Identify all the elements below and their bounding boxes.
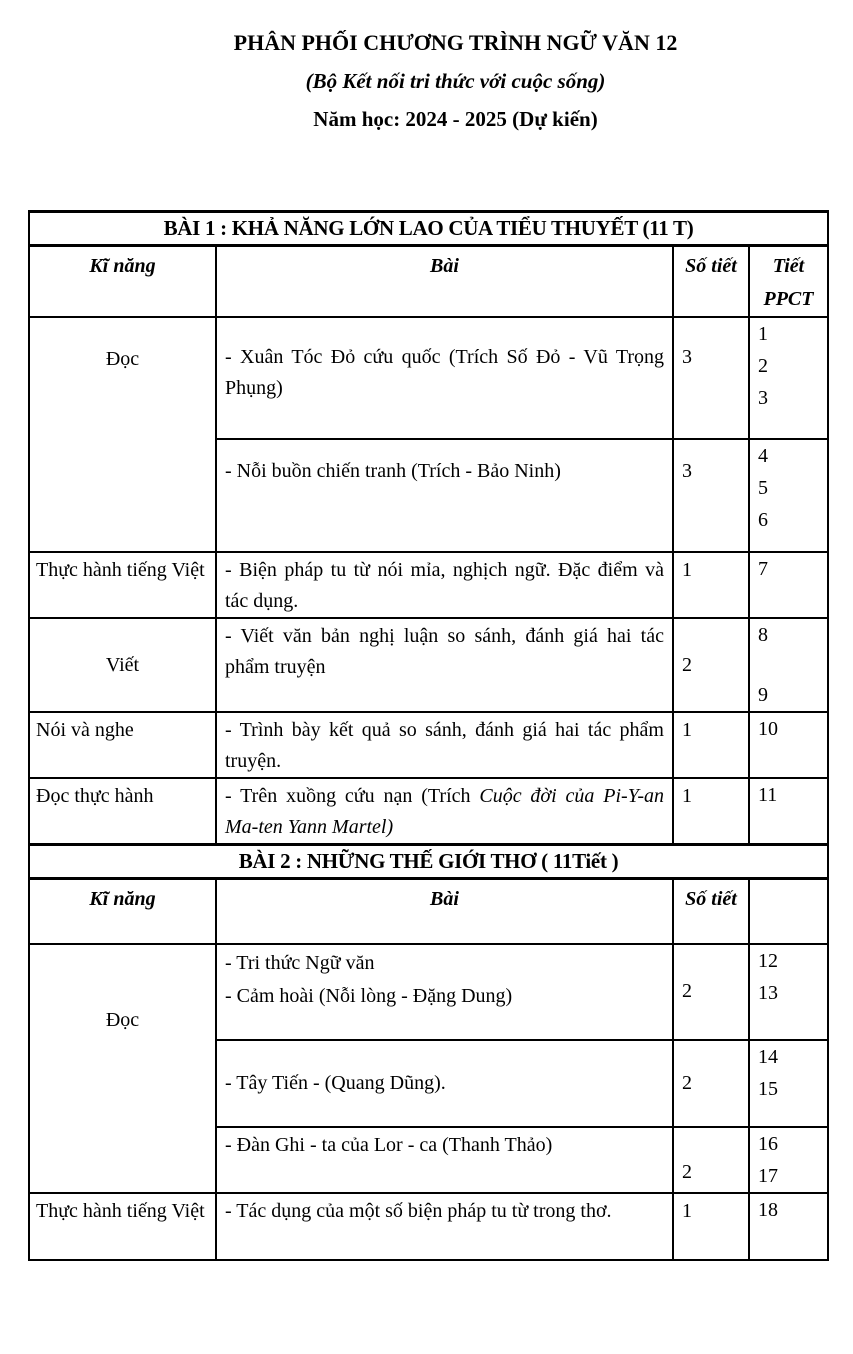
ppct-cell <box>749 1127 828 1193</box>
periods-cell: 2 <box>673 944 749 1040</box>
table-row-xuan-toc-do <box>29 317 828 439</box>
skill-cell: Nói và nghe <box>29 712 216 778</box>
ppct-number: 16 <box>758 1132 778 1155</box>
col-header-skill: Kĩ năng <box>29 246 216 318</box>
curriculum-table <box>28 210 829 1261</box>
section-1-row <box>29 212 828 246</box>
lesson-cell: - Biện pháp tu từ nói mỉa, nghịch ngữ. Đặc điểm và tác dụng. <box>216 552 673 618</box>
table-row-cam-hoai <box>29 944 828 1040</box>
ppct-number: 5 <box>758 477 768 499</box>
table-row-trinh-bay <box>29 712 828 778</box>
skill-cell: Thực hành tiếng Việt <box>29 1193 216 1260</box>
periods-cell: 2 <box>673 1127 749 1193</box>
ppct-cell <box>749 1040 828 1127</box>
col-header-lesson: Bài <box>216 246 673 318</box>
table1-header-row <box>29 246 828 318</box>
ppct-number: 10 <box>758 718 778 740</box>
ppct-cell <box>749 552 828 618</box>
lesson-cell <box>216 944 673 1040</box>
ppct-cell <box>749 1193 828 1260</box>
ppct-number: 7 <box>758 558 768 580</box>
lesson-cell: - Xuân Tóc Đỏ cứu quốc (Trích Số Đỏ - Vũ Trọng Phụng) <box>216 317 673 439</box>
col-header-lesson: Bài <box>216 879 673 944</box>
col-header-periods: Số tiết <box>673 246 749 318</box>
ppct-number: 14 <box>758 1045 778 1068</box>
ppct-number: 17 <box>758 1164 778 1187</box>
periods-cell: 1 <box>673 1193 749 1260</box>
lesson-cell <box>216 778 673 845</box>
periods-cell: 1 <box>673 778 749 845</box>
col-header-skill: Kĩ năng <box>29 879 216 944</box>
lesson-cell: - Đàn Ghi - ta của Lor - ca (Thanh Thảo) <box>216 1127 673 1193</box>
ppct-number: 1 <box>758 323 768 345</box>
table-row-viet-van-ban <box>29 618 828 712</box>
lesson-line: - Cảm hoài (Nỗi lòng - Đặng Dung) <box>225 984 513 1007</box>
ppct-cell <box>749 712 828 778</box>
table2-header-row <box>29 879 828 944</box>
lesson-cell: - Trình bày kết quả so sánh, đánh giá hai tác phẩm truyện. <box>216 712 673 778</box>
col-header-periods: Số tiết <box>673 879 749 944</box>
ppct-number: 2 <box>758 355 768 377</box>
ppct-number: 12 <box>758 949 778 972</box>
ppct-cell <box>749 944 828 1040</box>
doc-title: PHÂN PHỐI CHƯƠNG TRÌNH NGỮ VĂN 12 <box>233 30 678 55</box>
ppct-number: 3 <box>758 387 768 409</box>
lesson-cell: - Viết văn bản nghị luận so sánh, đánh giá hai tác phẩm truyện <box>216 618 673 712</box>
skill-cell: Viết <box>29 618 216 712</box>
periods-cell: 3 <box>673 439 749 552</box>
periods-cell: 3 <box>673 317 749 439</box>
ppct-cell <box>749 317 828 439</box>
skill-cell-doc: Đọc <box>29 944 216 1193</box>
section-2-title: BÀI 2 : NHỮNG THẾ GIỚI THƠ ( 11Tiết ) <box>29 845 828 879</box>
doc-subtitle: (Bộ Kết nối tri thức với cuộc sống) <box>305 69 606 93</box>
table-row-tac-dung-tu-tu <box>29 1193 828 1260</box>
ppct-cell <box>749 439 828 552</box>
section-1-title: BÀI 1 : KHẢ NĂNG LỚN LAO CỦA TIỂU THUYẾT (11 T) <box>29 212 828 246</box>
ppct-number: 13 <box>758 981 778 1004</box>
document-header <box>0 0 853 138</box>
col-header-ppct-empty <box>749 879 828 944</box>
ppct-number: 4 <box>758 445 768 467</box>
skill-cell: Thực hành tiếng Việt <box>29 552 216 618</box>
lesson-cell: - Nỗi buồn chiến tranh (Trích - Bảo Ninh) <box>216 439 673 552</box>
lesson-cell: - Tây Tiến - (Quang Dũng). <box>216 1040 673 1127</box>
lesson-line: - Tri thức Ngữ văn <box>225 951 375 974</box>
periods-cell: 2 <box>673 1040 749 1127</box>
col-header-ppct: Tiết PPCT <box>749 246 828 318</box>
doc-school-year: Năm học: 2024 - 2025 (Dự kiến) <box>313 107 598 131</box>
periods-cell: 1 <box>673 712 749 778</box>
ppct-number: 15 <box>758 1077 778 1100</box>
skill-cell: Đọc thực hành <box>29 778 216 845</box>
table-row-bien-phap-tu-tu <box>29 552 828 618</box>
lesson-text: - Trên xuồng cứu nạn (Trích <box>225 785 480 807</box>
skill-cell-doc: Đọc <box>29 317 216 552</box>
periods-cell: 1 <box>673 552 749 618</box>
section-2-row <box>29 845 828 879</box>
ppct-number: 8 <box>758 624 768 646</box>
ppct-number: 11 <box>758 784 778 806</box>
lesson-text-italic: Cuộc đời của Pi-Y-an Ma-ten Yann Martel) <box>225 785 664 838</box>
ppct-number: 6 <box>758 509 768 531</box>
table-row-tren-xuong-cuu-nan <box>29 778 828 845</box>
ppct-number: 18 <box>758 1198 778 1221</box>
ppct-cell <box>749 778 828 845</box>
periods-cell: 2 <box>673 618 749 712</box>
lesson-cell: - Tác dụng của một số biện pháp tu từ trong thơ. <box>216 1193 673 1260</box>
ppct-number: 9 <box>758 684 768 706</box>
ppct-cell <box>749 618 828 712</box>
